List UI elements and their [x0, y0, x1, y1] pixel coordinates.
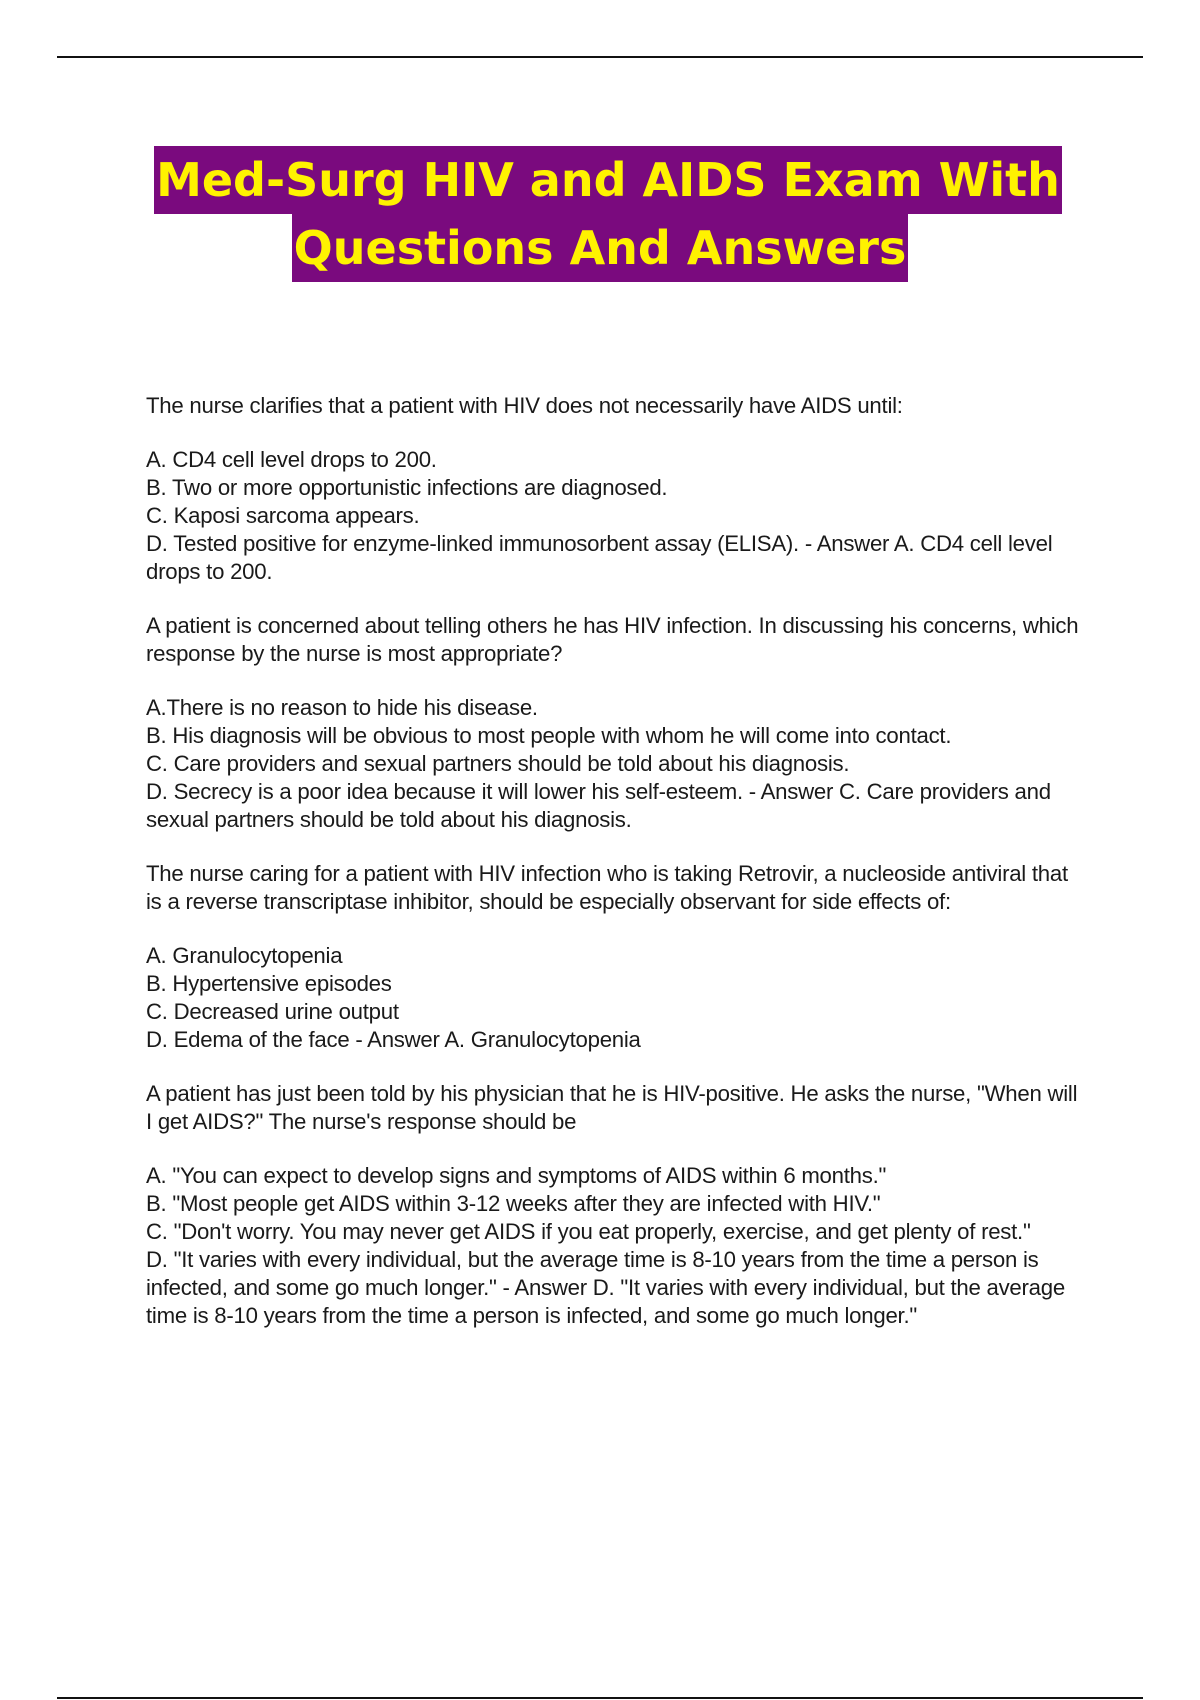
- question-stem: The nurse clarifies that a patient with HIV does not necessarily have AIDS until:: [146, 393, 903, 418]
- question-3: [146, 860, 1086, 1054]
- document-body: [146, 392, 1086, 1356]
- answer-option: B. "Most people get AIDS within 3-12 weeks after they are infected with HIV.": [146, 1191, 881, 1216]
- answer-option: B. Two or more opportunistic infections are diagnosed.: [146, 475, 668, 500]
- question-2: [146, 612, 1086, 834]
- title-line-1: Med-Surg HIV and AIDS Exam With: [154, 146, 1062, 214]
- answer-option: C. Decreased urine output: [146, 999, 399, 1024]
- answer-option: B. His diagnosis will be obvious to most people with whom he will come into contact.: [146, 723, 952, 748]
- answer-option: C. Care providers and sexual partners should be told about his diagnosis.: [146, 751, 850, 776]
- answer-option: A.There is no reason to hide his disease.: [146, 695, 538, 720]
- answer-option: D. "It varies with every individual, but the average time is 8-10 years from the time a person is infected, and some go much longer." - Answer D. "It varies with every individual, but the average time is 8-10 years from the time a person is infected, and some go much longer.": [146, 1247, 1065, 1328]
- question-4: [146, 1080, 1086, 1330]
- answer-option: D. Edema of the face - Answer A. Granulocytopenia: [146, 1027, 641, 1052]
- question-stem: The nurse caring for a patient with HIV infection who is taking Retrovir, a nucleoside antiviral that is a reverse transcriptase inhibitor, should be especially observant for side effects of:: [146, 861, 1068, 914]
- answer-option: D. Secrecy is a poor idea because it will lower his self-esteem. - Answer C. Care providers and sexual partners should be told about his diagnosis.: [146, 779, 1051, 832]
- question-stem: A patient is concerned about telling others he has HIV infection. In discussing his concerns, which response by the nurse is most appropriate?: [146, 613, 1079, 666]
- answer-option: C. "Don't worry. You may never get AIDS if you eat properly, exercise, and get plenty of rest.": [146, 1219, 1031, 1244]
- document-title: [0, 146, 1200, 282]
- answer-option: B. Hypertensive episodes: [146, 971, 392, 996]
- question-stem: A patient has just been told by his physician that he is HIV-positive. He asks the nurse, "When will I get AIDS?" The nurse's response should be: [146, 1081, 1078, 1134]
- answer-option: C. Kaposi sarcoma appears.: [146, 503, 420, 528]
- top-rule: [57, 56, 1143, 58]
- answer-option: D. Tested positive for enzyme-linked immunosorbent assay (ELISA). - Answer A. CD4 cell level drops to 200.: [146, 531, 1053, 584]
- answer-option: A. CD4 cell level drops to 200.: [146, 447, 437, 472]
- bottom-rule: [57, 1697, 1143, 1699]
- question-1: [146, 392, 1086, 586]
- title-line-2: Questions And Answers: [292, 214, 909, 282]
- answer-option: A. Granulocytopenia: [146, 943, 343, 968]
- answer-option: A. "You can expect to develop signs and symptoms of AIDS within 6 months.": [146, 1163, 887, 1188]
